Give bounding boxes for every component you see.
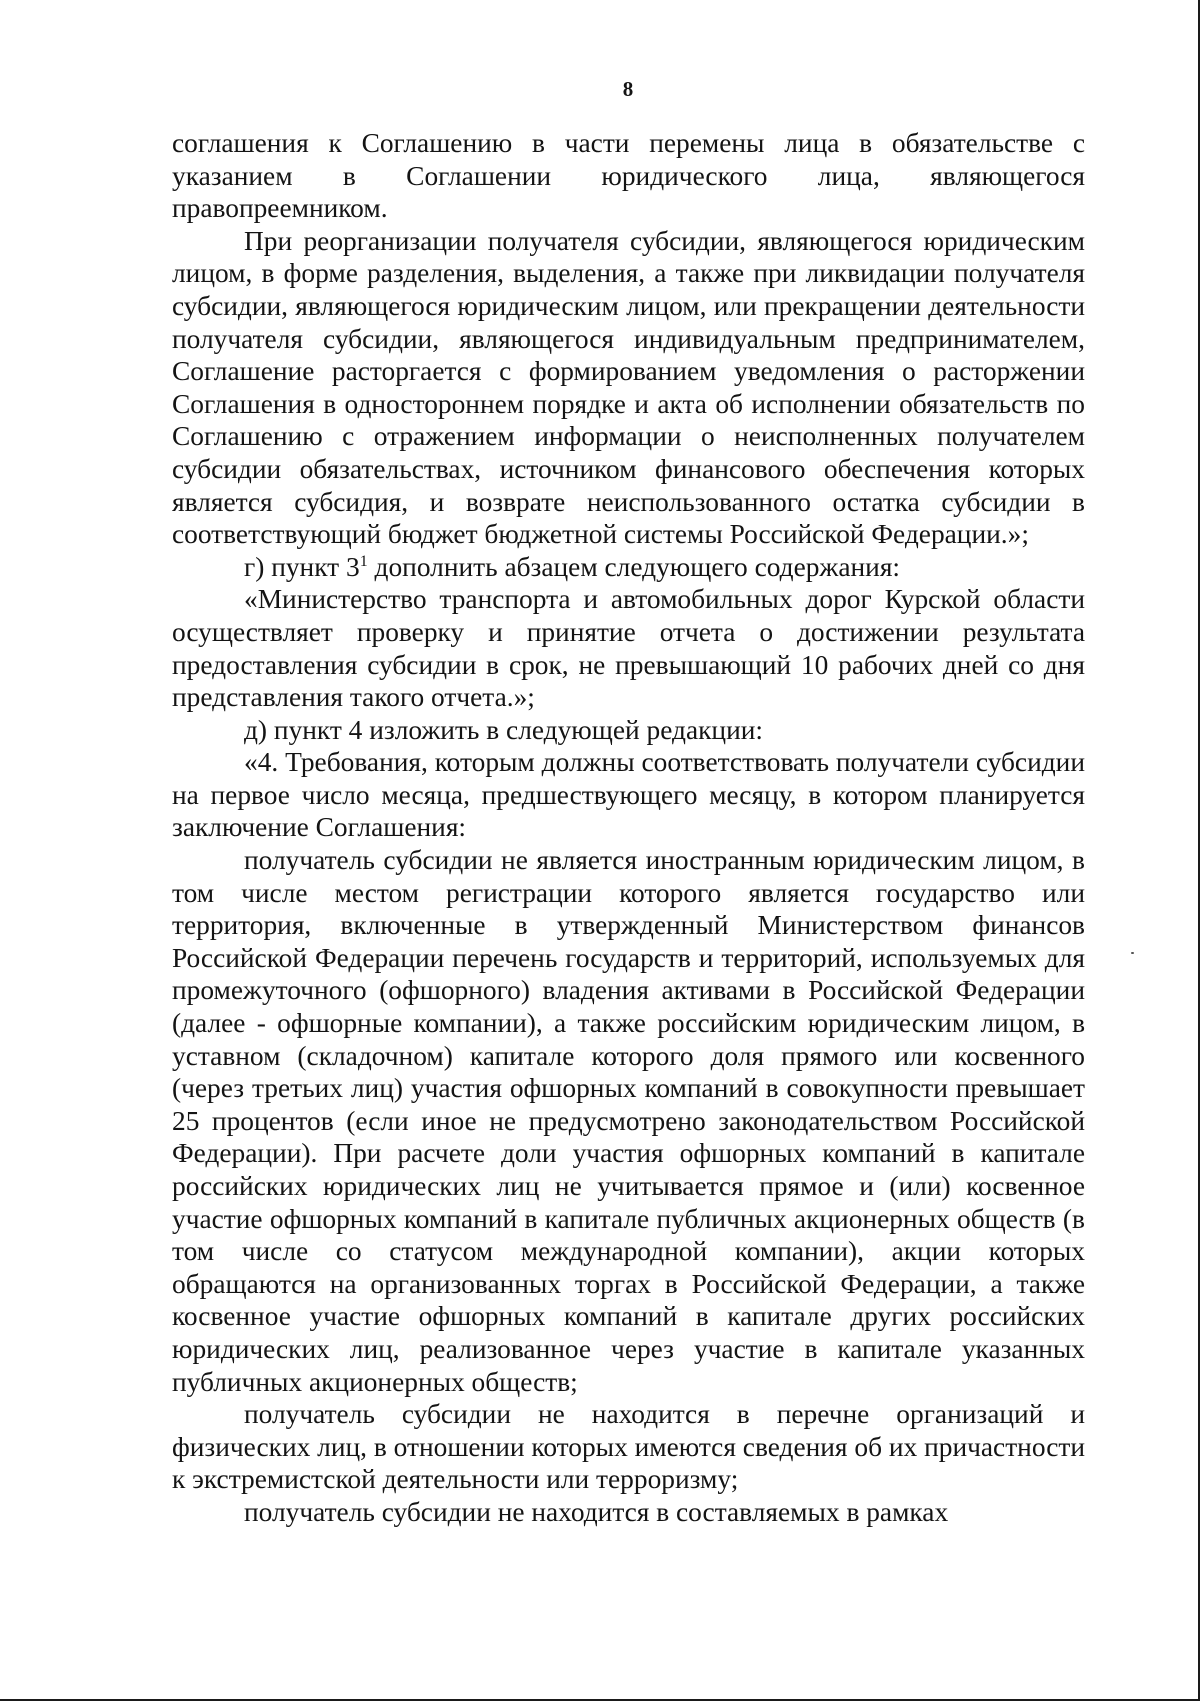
- paragraph-item-d: д) пункт 4 изложить в следующей редакции:: [244, 714, 764, 745]
- item-g-text-before: г) пункт 3: [244, 551, 360, 582]
- paragraph-final-partial: получатель субсидии не находится в составляемых в рамках: [244, 1496, 949, 1527]
- item-g-text-after: дополнить абзацем следующего содержания:: [367, 551, 901, 582]
- paragraph-offshore: получатель субсидии не является иностранным юридическим лицом, в том числе местом регистрации которого является государство или территория, включенные в утвержденный Министерством финансов Российской Федерации перечень государств и территорий, используемых для промежуточного (офшорного) владения активами в Российской Федерации (далее - офшорные компании), а также российским юридическим лицом, в уставном (складочном) капитале которого доля прямого или косвенного (через третьих лиц) участия офшорных компаний в совокупности превышает 25 процентов (если иное не предусмотрено законодательством Российской Федерации). При расчете доли участия офшорных компаний в капитале российских юридических лиц не учитывается прямое и (или) косвенное участие офшорных компаний в капитале публичных акционерных обществ (в том числе со статусом международной компании), акции которых обращаются на организованных торгах в Российской Федерации, а также косвенное участие офшорных компаний в капитале других российских юридических лиц, реализованное через участие в капитале указанных публичных акционерных обществ;: [172, 845, 1085, 1397]
- paragraph-extremism: получатель субсидии не находится в перечне организаций и физических лиц, в отношении которых имеются сведения об их причастности к экстремистской деятельности или терроризму;: [172, 1399, 1085, 1495]
- paragraph-item-g: [172, 551, 1085, 584]
- paragraph-continuation: соглашения к Соглашению в части перемены лица в обязательстве с указанием в Соглашении юридического лица, являющегося правопреемником.: [172, 128, 1085, 224]
- item-g-superscript: 1: [359, 552, 368, 570]
- scan-speck: [1131, 952, 1134, 954]
- paragraph-reorganization: При реорганизации получателя субсидии, являющегося юридическим лицом, в форме разделения, выделения, а также при ликвидации получателя субсидии, являющегося юридическим лицом, или прекращении деятельности получателя субсидии, являющегося индивидуальным предпринимателем, Соглашение расторгается с формированием уведомления о расторжении Соглашения в одностороннем порядке и акта об исполнении обязательств по Соглашению с отражением информации о неисполненных получателем субсидии обязательствах, источником финансового обеспечения которых является субсидия, и возврате неиспользованного остатка субсидии в соответствующий бюджет бюджетной системы Российской Федерации.»;: [172, 225, 1085, 550]
- page-number: 8: [622, 77, 634, 101]
- paragraph-requirements-intro: «4. Требования, которым должны соответствовать получатели субсидии на первое число месяца, предшествующего месяцу, в котором планируется заключение Соглашения:: [172, 747, 1085, 843]
- document-body: [172, 127, 1085, 1529]
- paragraph-ministry-report: «Министерство транспорта и автомобильных дорог Курской области осуществляет проверку и принятие отчета о достижении результата предоставления субсидии в срок, не превышающий 10 рабочих дней со дня представления такого отчета.»;: [172, 584, 1085, 713]
